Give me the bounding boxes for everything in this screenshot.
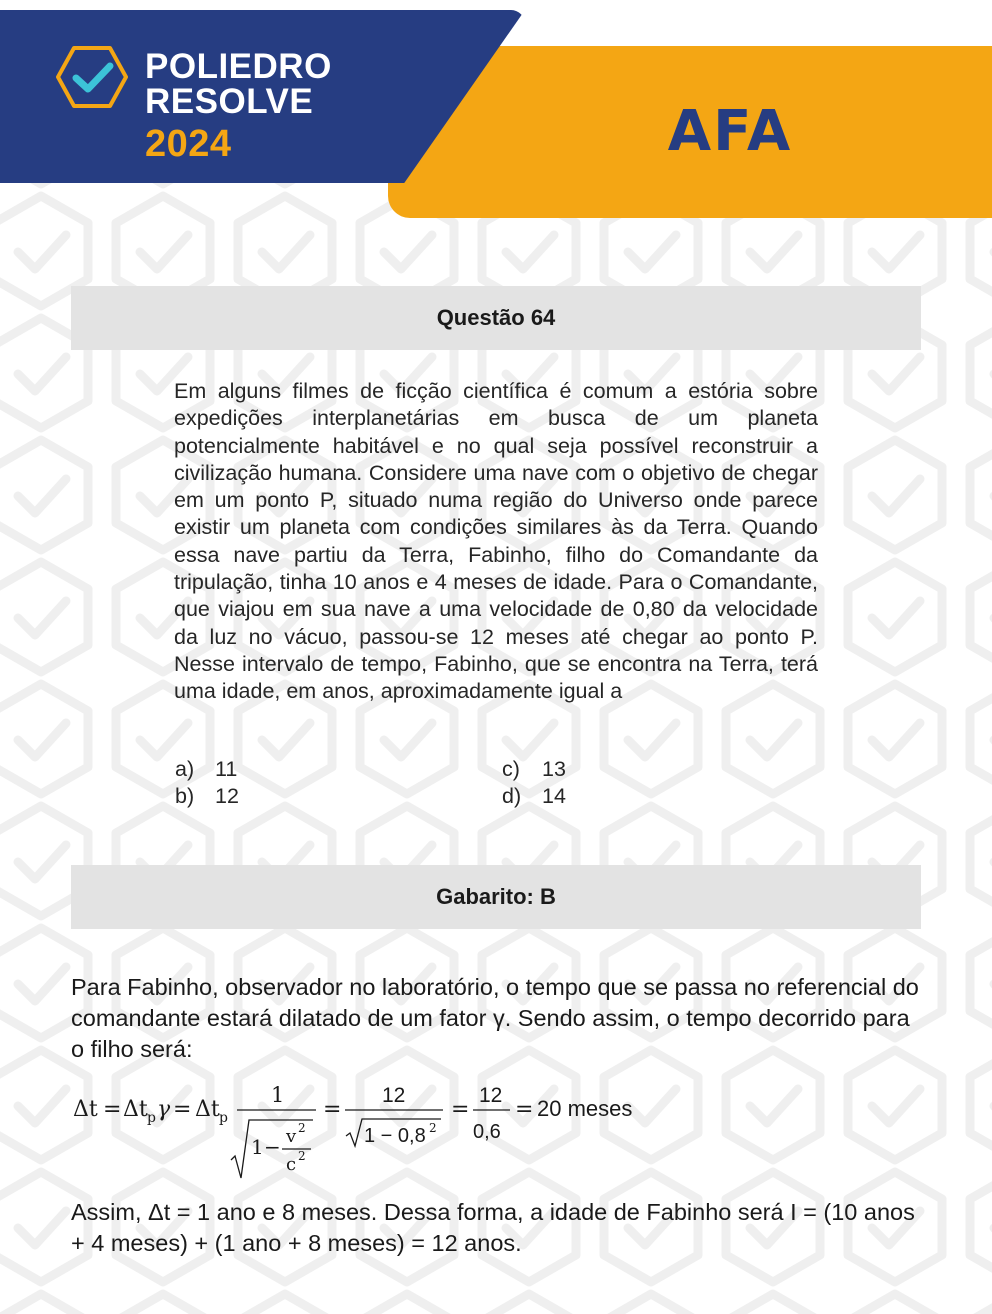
- eq-delta-t: Δt: [73, 1097, 98, 1122]
- time-dilation-equation: [73, 1076, 773, 1186]
- brand-year: 2024: [145, 123, 232, 165]
- option-letter: b): [175, 784, 195, 808]
- brand-name-line1: POLIEDRO: [145, 47, 332, 86]
- option-value: 12: [215, 784, 239, 808]
- eq-minus: −: [264, 1135, 281, 1159]
- eq-sub-p: p: [219, 1110, 228, 1126]
- eq-denominator-3: 0,6: [473, 1121, 501, 1143]
- option-letter: c): [502, 757, 520, 781]
- option-a: [175, 756, 237, 783]
- eq-square: 2: [298, 1149, 306, 1163]
- eq-delta-tp: Δt: [123, 1097, 148, 1122]
- eq-equals: =: [515, 1097, 534, 1122]
- eq-denominator-2: 1 − 0,8: [364, 1125, 426, 1147]
- solution-paragraph-2: Assim, Δt = 1 ano e 8 meses. Dessa forma, a idade de Fabinho será I = (10 anos + 4 meses) + (1 ano + 8 meses) = 12 anos.: [71, 1199, 915, 1256]
- option-b: [175, 783, 239, 810]
- eq-one: 1: [251, 1135, 264, 1159]
- question-title: Questão 64: [436, 305, 556, 330]
- option-d: [502, 783, 566, 810]
- answer-title: Gabarito: B: [436, 884, 556, 909]
- eq-square: 2: [429, 1121, 437, 1135]
- option-value: 13: [542, 757, 566, 781]
- answer-title-bar: [71, 865, 921, 929]
- option-value: 14: [542, 784, 566, 808]
- option-value: 11: [215, 757, 238, 781]
- eq-equals: =: [103, 1097, 122, 1122]
- check-hexagon-icon: [54, 44, 130, 110]
- eq-square: 2: [298, 1121, 306, 1135]
- eq-sub-p: p: [147, 1110, 156, 1126]
- eq-gamma: γ: [157, 1097, 171, 1122]
- eq-numerator-2: 12: [382, 1084, 406, 1107]
- question-text: Em alguns filmes de ficção científica é comum a estória sobre expedições interplanetárias em busca de um planeta potencialmente habitável e no qual seja possível reconstruir a civilização humana. Considere uma nave com o objetivo de chegar em um ponto P, situado numa região do Universo onde parece existir um planeta com condições similares às da Terra. Quando essa nave partiu da Terra, Fabinho, filho do Comandante da tripulação, tinha 10 anos e 4 meses de idade. Para o Comandante, que viajou em sua nave a uma velocidade de 0,80 da velocidade da luz no vácuo, passou-se 12 meses até chegar ao ponto P. Nesse intervalo de tempo, Fabinho, que se encontra na Terra, terá uma idade, em anos, aproximadamente igual a: [174, 379, 818, 704]
- solution-paragraph-1: Para Fabinho, observador no laboratório, o tempo que se passa no referencial do comandante estará dilatado de um fator γ. Sendo assim, o tempo decorrido para o filho será:: [71, 974, 919, 1062]
- eq-equals: =: [323, 1097, 342, 1122]
- eq-equals: =: [173, 1097, 192, 1122]
- option-c: [502, 756, 566, 783]
- exam-title: AFA: [667, 99, 793, 164]
- option-letter: d): [502, 784, 522, 808]
- eq-c: c: [286, 1154, 297, 1175]
- brand-name-line2: RESOLVE: [145, 82, 314, 121]
- eq-v: v: [286, 1126, 297, 1147]
- eq-equals: =: [451, 1097, 470, 1122]
- eq-numerator-1: 1: [271, 1083, 285, 1107]
- eq-result: 20 meses: [537, 1096, 633, 1121]
- question-title-bar: [71, 286, 921, 350]
- eq-delta-tp: Δt: [195, 1097, 220, 1122]
- option-letter: a): [175, 757, 195, 781]
- eq-numerator-3: 12: [479, 1084, 503, 1107]
